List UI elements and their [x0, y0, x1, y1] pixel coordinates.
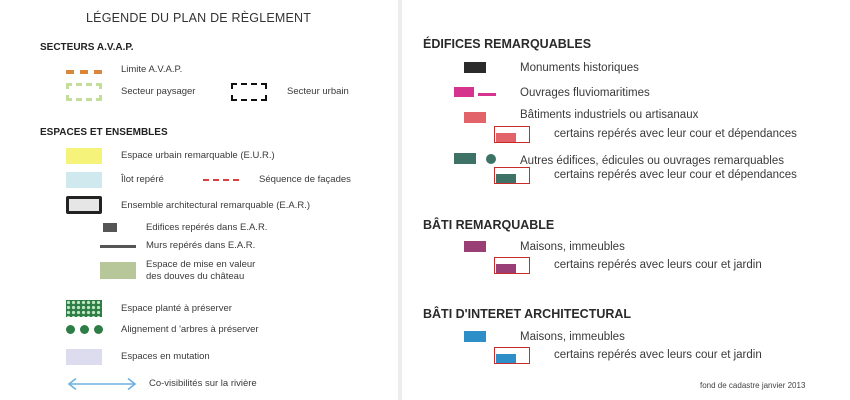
- eur-symbol: [66, 148, 102, 164]
- cadastre-credit: fond de cadastre janvier 2013: [700, 381, 806, 390]
- section-espaces-ensembles: ESPACES ET ENSEMBLES: [40, 127, 168, 138]
- section-bati-remarquable: BÂTI REMARQUABLE: [423, 218, 555, 232]
- bati-interet-cour-symbol: [494, 347, 530, 364]
- industriels-cour-symbol: [494, 126, 530, 143]
- legend-right-panel: [402, 0, 850, 400]
- douves-label-1: Espace de mise en valeur: [146, 259, 256, 270]
- autres-cour-symbol: [494, 167, 530, 184]
- mutation-symbol: [66, 349, 102, 365]
- autres-symbol-dot: [486, 154, 496, 164]
- bati-interet-label: Maisons, immeubles: [520, 331, 625, 343]
- eur-label: Espace urbain remarquable (E.U.R.): [121, 150, 275, 161]
- section-bati-interet: BÂTI D'INTERET ARCHITECTURAL: [423, 307, 632, 321]
- sequence-facades-symbol: [203, 179, 239, 181]
- ear-label: Ensemble architectural remarquable (E.A.R.): [121, 200, 311, 211]
- covisibilite-label: Co-visibilités sur la rivière: [149, 378, 257, 389]
- espace-plante-label: Espace planté à préserver: [121, 303, 232, 314]
- bati-interet-sub-label: certains repérés avec leurs cour et jardin: [554, 349, 762, 361]
- bati-remarquable-label: Maisons, immeubles: [520, 241, 625, 253]
- douves-label-2: des douves du château: [146, 271, 245, 282]
- fluvio-label: Ouvrages fluviomaritimes: [520, 87, 650, 99]
- dot-row-icon: [66, 325, 106, 335]
- bati-remarquable-symbol: [464, 241, 486, 252]
- sequence-facades-label: Séquence de façades: [259, 174, 351, 185]
- edifices-ear-label: Edifices repérés dans E.A.R.: [146, 222, 268, 233]
- monuments-symbol: [464, 62, 486, 73]
- section-edifices-remarquables: ÉDIFICES REMARQUABLES: [423, 37, 592, 51]
- secteur-urbain-symbol: [231, 83, 267, 101]
- industriels-symbol: [464, 112, 486, 123]
- checker-pattern-icon: [66, 300, 102, 317]
- autres-sub-label: certains repérés avec leur cour et dépendances: [554, 169, 797, 181]
- ilot-label: Îlot repéré: [121, 174, 164, 185]
- secteur-paysager-symbol: [66, 83, 102, 101]
- douves-symbol: [100, 262, 136, 279]
- legend-title: LÉGENDE DU PLAN DE RÈGLEMENT: [86, 11, 312, 25]
- edifices-ear-symbol: [103, 223, 117, 232]
- secteur-paysager-label: Secteur paysager: [121, 86, 196, 97]
- legend-left-panel: [0, 0, 398, 400]
- fluvio-symbol-line: [478, 93, 496, 96]
- double-arrow-icon: [66, 377, 138, 391]
- mutation-label: Espaces en mutation: [121, 351, 210, 362]
- murs-ear-symbol: [100, 245, 136, 248]
- industriels-label: Bâtiments industriels ou artisanaux: [520, 109, 699, 121]
- section-secteurs-avap: SECTEURS A.V.A.P.: [40, 42, 134, 53]
- bati-interet-symbol: [464, 331, 486, 342]
- murs-ear-label: Murs repérés dans E.A.R.: [146, 240, 256, 251]
- industriels-sub-label: certains repérés avec leur cour et dépendances: [554, 128, 797, 140]
- alignement-arbres-label: Alignement d 'arbres à préserver: [121, 324, 259, 335]
- limite-avap-label: Limite A.V.A.P.: [121, 64, 183, 75]
- fluvio-symbol-block: [454, 87, 474, 97]
- limite-avap-symbol: [66, 70, 102, 74]
- autres-symbol-block: [454, 153, 476, 164]
- autres-label: Autres édifices, édicules ou ouvrages remarquables: [520, 155, 785, 167]
- secteur-urbain-label: Secteur urbain: [287, 86, 349, 97]
- ear-symbol: [66, 196, 102, 214]
- ilot-symbol: [66, 172, 102, 188]
- monuments-label: Monuments historiques: [520, 62, 639, 74]
- bati-remarquable-cour-symbol: [494, 257, 530, 274]
- bati-remarquable-sub-label: certains repérés avec leurs cour et jardin: [554, 259, 762, 271]
